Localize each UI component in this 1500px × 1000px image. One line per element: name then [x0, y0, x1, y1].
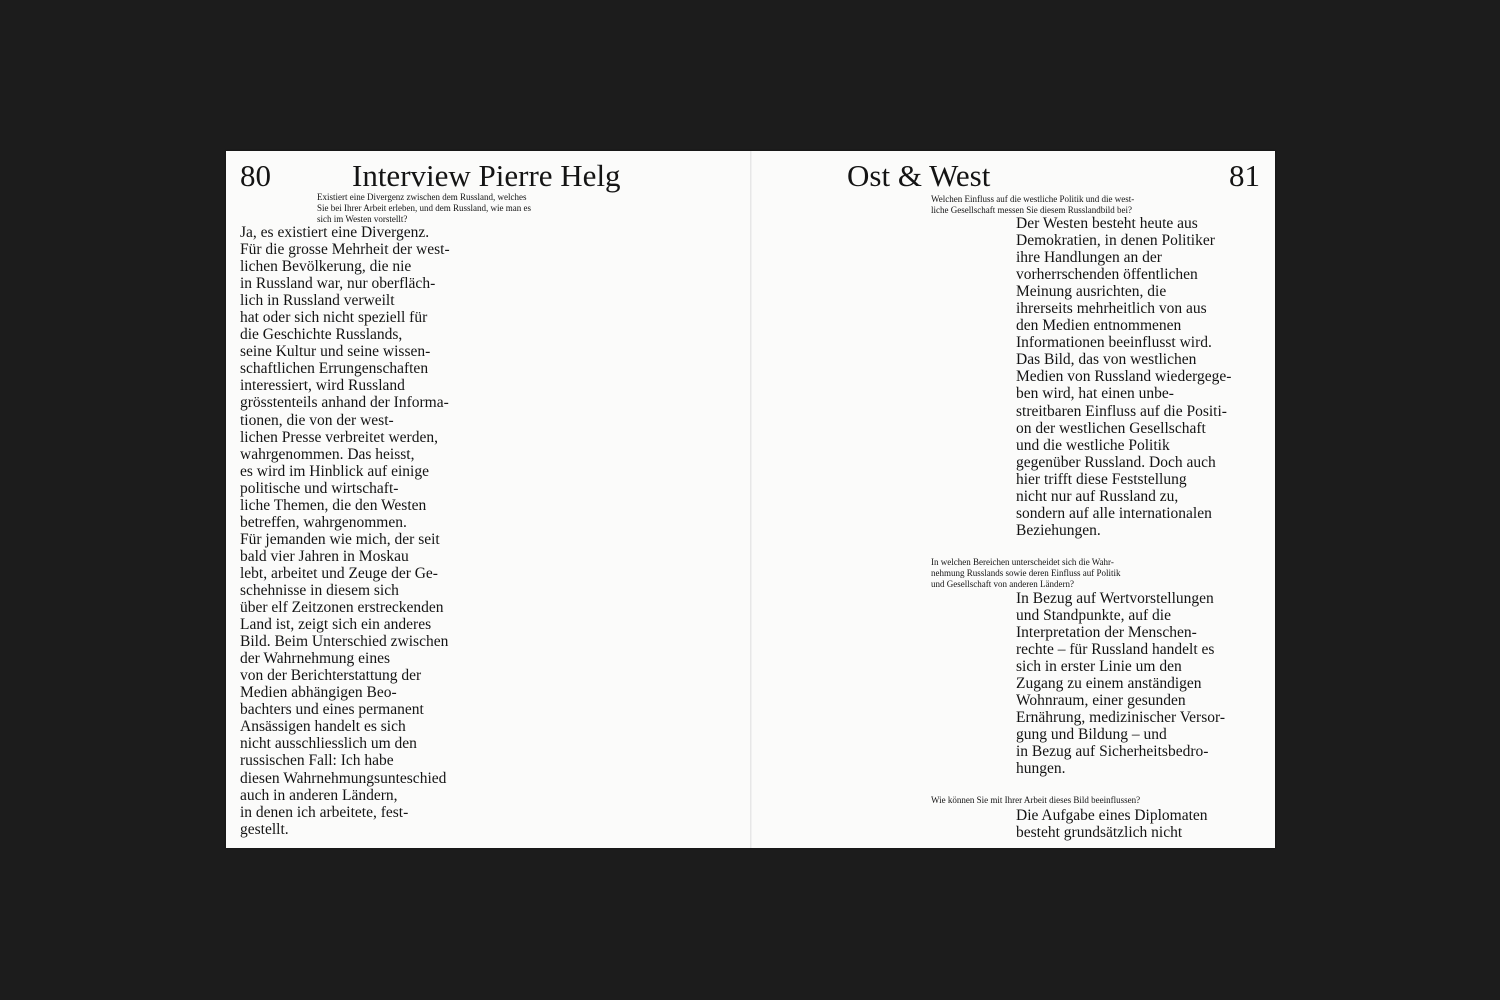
page-gutter	[750, 151, 752, 848]
magazine-spread	[226, 151, 1275, 848]
question-line: sich im Westen vorstellt?	[317, 213, 408, 224]
answer-line: Zugang zu einem anständigen	[1016, 675, 1202, 693]
answer-line: seine Kultur und seine wissen-	[240, 343, 431, 361]
answer-line: Demokratien, in denen Politiker	[1016, 232, 1215, 250]
answer-line: in denen ich arbeitete, fest-	[240, 803, 409, 821]
question-line: Existiert eine Divergenz zwischen dem Russland, welches	[317, 192, 527, 202]
question-line: Welchen Einfluss auf die westliche Politik und die west-	[931, 194, 1135, 204]
answer-line: streitbaren Einfluss auf die Positi-	[1016, 402, 1227, 420]
answer-line: Bild. Beim Unterschied zwischen	[240, 633, 449, 651]
interview-answer	[240, 224, 450, 838]
answer-line: Das Bild, das von westlichen	[1016, 351, 1197, 369]
answer-line: liche Themen, die den Westen	[240, 496, 427, 514]
answer-line: russischen Fall: Ich habe	[240, 752, 394, 770]
answer-line: ben wird, hat einen unbe-	[1016, 385, 1174, 403]
interview-answer	[1016, 215, 1231, 539]
answer-line: ihre Handlungen an der	[1016, 249, 1162, 267]
answer-line: diesen Wahrnehmungsunteschied	[240, 769, 447, 787]
answer-line: hier trifft diese Feststellung	[1016, 470, 1187, 488]
answer-line: lebt, arbeitet und Zeuge der Ge-	[240, 564, 438, 582]
answer-line: sich in erster Linie um den	[1016, 658, 1182, 676]
answer-line: Der Westen besteht heute aus	[1016, 215, 1198, 232]
answer-line: Interpretation der Menschen-	[1016, 624, 1197, 642]
answer-line: on der westlichen Gesellschaft	[1016, 419, 1206, 437]
answer-line: In Bezug auf Wertvorstellungen	[1016, 590, 1214, 607]
interview-question	[317, 192, 531, 224]
answer-line: Für die grosse Mehrheit der west-	[240, 241, 450, 259]
answer-line: gung und Bildung – und	[1016, 726, 1167, 744]
answer-line: es wird im Hinblick auf einige	[240, 462, 429, 480]
answer-line: der Wahrnehmung eines	[240, 650, 390, 668]
answer-line: nicht ausschliesslich um den	[240, 735, 417, 753]
question-line: und Gesellschaft von anderen Ländern?	[931, 578, 1074, 589]
interview-question	[931, 795, 1140, 806]
question-line: In welchen Bereichen unterscheidet sich die Wahr-	[931, 557, 1114, 567]
answer-line: Beziehungen.	[1016, 521, 1101, 539]
answer-line: gestellt.	[240, 820, 289, 838]
page-number-right: 81	[1229, 158, 1260, 193]
answer-line: Wohnraum, einer gesunden	[1016, 692, 1186, 710]
answer-line: lichen Bevölkerung, die nie	[240, 258, 412, 276]
answer-line: besteht grundsätzlich nicht	[1016, 824, 1183, 842]
answer-line: Informationen beeinflusst wird.	[1016, 334, 1212, 352]
answer-line: tionen, die von der west-	[240, 411, 394, 429]
answer-line: in Bezug auf Sicherheitsbedro-	[1016, 743, 1209, 761]
page-number-left: 80	[240, 158, 271, 193]
page-title-right: Ost & West	[847, 158, 991, 193]
answer-line: interessiert, wird Russland	[240, 377, 405, 395]
answer-line: Für jemanden wie mich, der seit	[240, 530, 440, 548]
answer-line: den Medien entnommenen	[1016, 317, 1182, 335]
answer-line: die Geschichte Russlands,	[240, 326, 403, 344]
answer-line: nicht nur auf Russland zu,	[1016, 487, 1179, 505]
answer-line: und Standpunkte, auf die	[1016, 607, 1171, 625]
answer-line: Ja, es existiert eine Divergenz.	[240, 224, 430, 241]
question-line: Sie bei Ihrer Arbeit erleben, und dem Russland, wie man es	[317, 202, 531, 213]
answer-line: Ernährung, medizinischer Versor-	[1016, 709, 1226, 727]
answer-line: sondern auf alle internationalen	[1016, 504, 1212, 522]
answer-line: Land ist, zeigt sich ein anderes	[240, 616, 432, 634]
interview-question	[931, 557, 1120, 589]
answer-line: schehnisse in diesem sich	[240, 581, 399, 599]
answer-line: grösstenteils anhand der Informa-	[240, 394, 449, 412]
answer-line: über elf Zeitzonen erstreckenden	[240, 599, 444, 617]
interview-answer	[1016, 590, 1225, 778]
answer-line: wahrgenommen. Das heisst,	[240, 445, 415, 463]
page-title-left: Interview Pierre Helg	[352, 158, 621, 193]
answer-line: Die Aufgabe eines Diplomaten	[1016, 807, 1208, 824]
answer-line: rechte – für Russland handelt es	[1016, 641, 1215, 659]
interview-question	[931, 194, 1134, 216]
answer-line: Ansässigen handelt es sich	[240, 718, 406, 736]
question-line: nehmung Russlands sowie deren Einfluss auf Politik	[931, 567, 1121, 578]
answer-line: betreffen, wahrgenommen.	[240, 513, 407, 531]
answer-line: politische und wirtschaft-	[240, 479, 399, 497]
answer-line: hat oder sich nicht speziell für	[240, 309, 428, 327]
answer-line: gegenüber Russland. Doch auch	[1016, 453, 1216, 471]
answer-line: schaftlichen Errungenschaften	[240, 360, 429, 378]
answer-line: Meinung ausrichten, die	[1016, 283, 1167, 301]
interview-answer	[1016, 807, 1208, 841]
answer-line: lichen Presse verbreitet werden,	[240, 428, 438, 446]
question-line: liche Gesellschaft messen Sie diesem Russlandbild bei?	[931, 204, 1132, 215]
answer-line: von der Berichterstattung der	[240, 667, 422, 685]
question-line: Wie können Sie mit Ihrer Arbeit dieses Bild beeinflussen?	[931, 795, 1141, 805]
answer-line: hungen.	[1016, 760, 1066, 778]
answer-line: in Russland war, nur oberfläch-	[240, 275, 436, 293]
answer-line: lich in Russland verweilt	[240, 292, 395, 310]
answer-line: Medien abhängigen Beo-	[240, 684, 397, 702]
answer-line: auch in anderen Ländern,	[240, 786, 398, 804]
answer-line: Medien von Russland wiedergege-	[1016, 368, 1232, 386]
answer-line: bachters und eines permanent	[240, 701, 424, 719]
answer-line: und die westliche Politik	[1016, 436, 1170, 454]
answer-line: bald vier Jahren in Moskau	[240, 547, 409, 565]
answer-line: ihrerseits mehrheitlich von aus	[1016, 300, 1207, 318]
answer-line: vorherrschenden öffentlichen	[1016, 266, 1198, 284]
